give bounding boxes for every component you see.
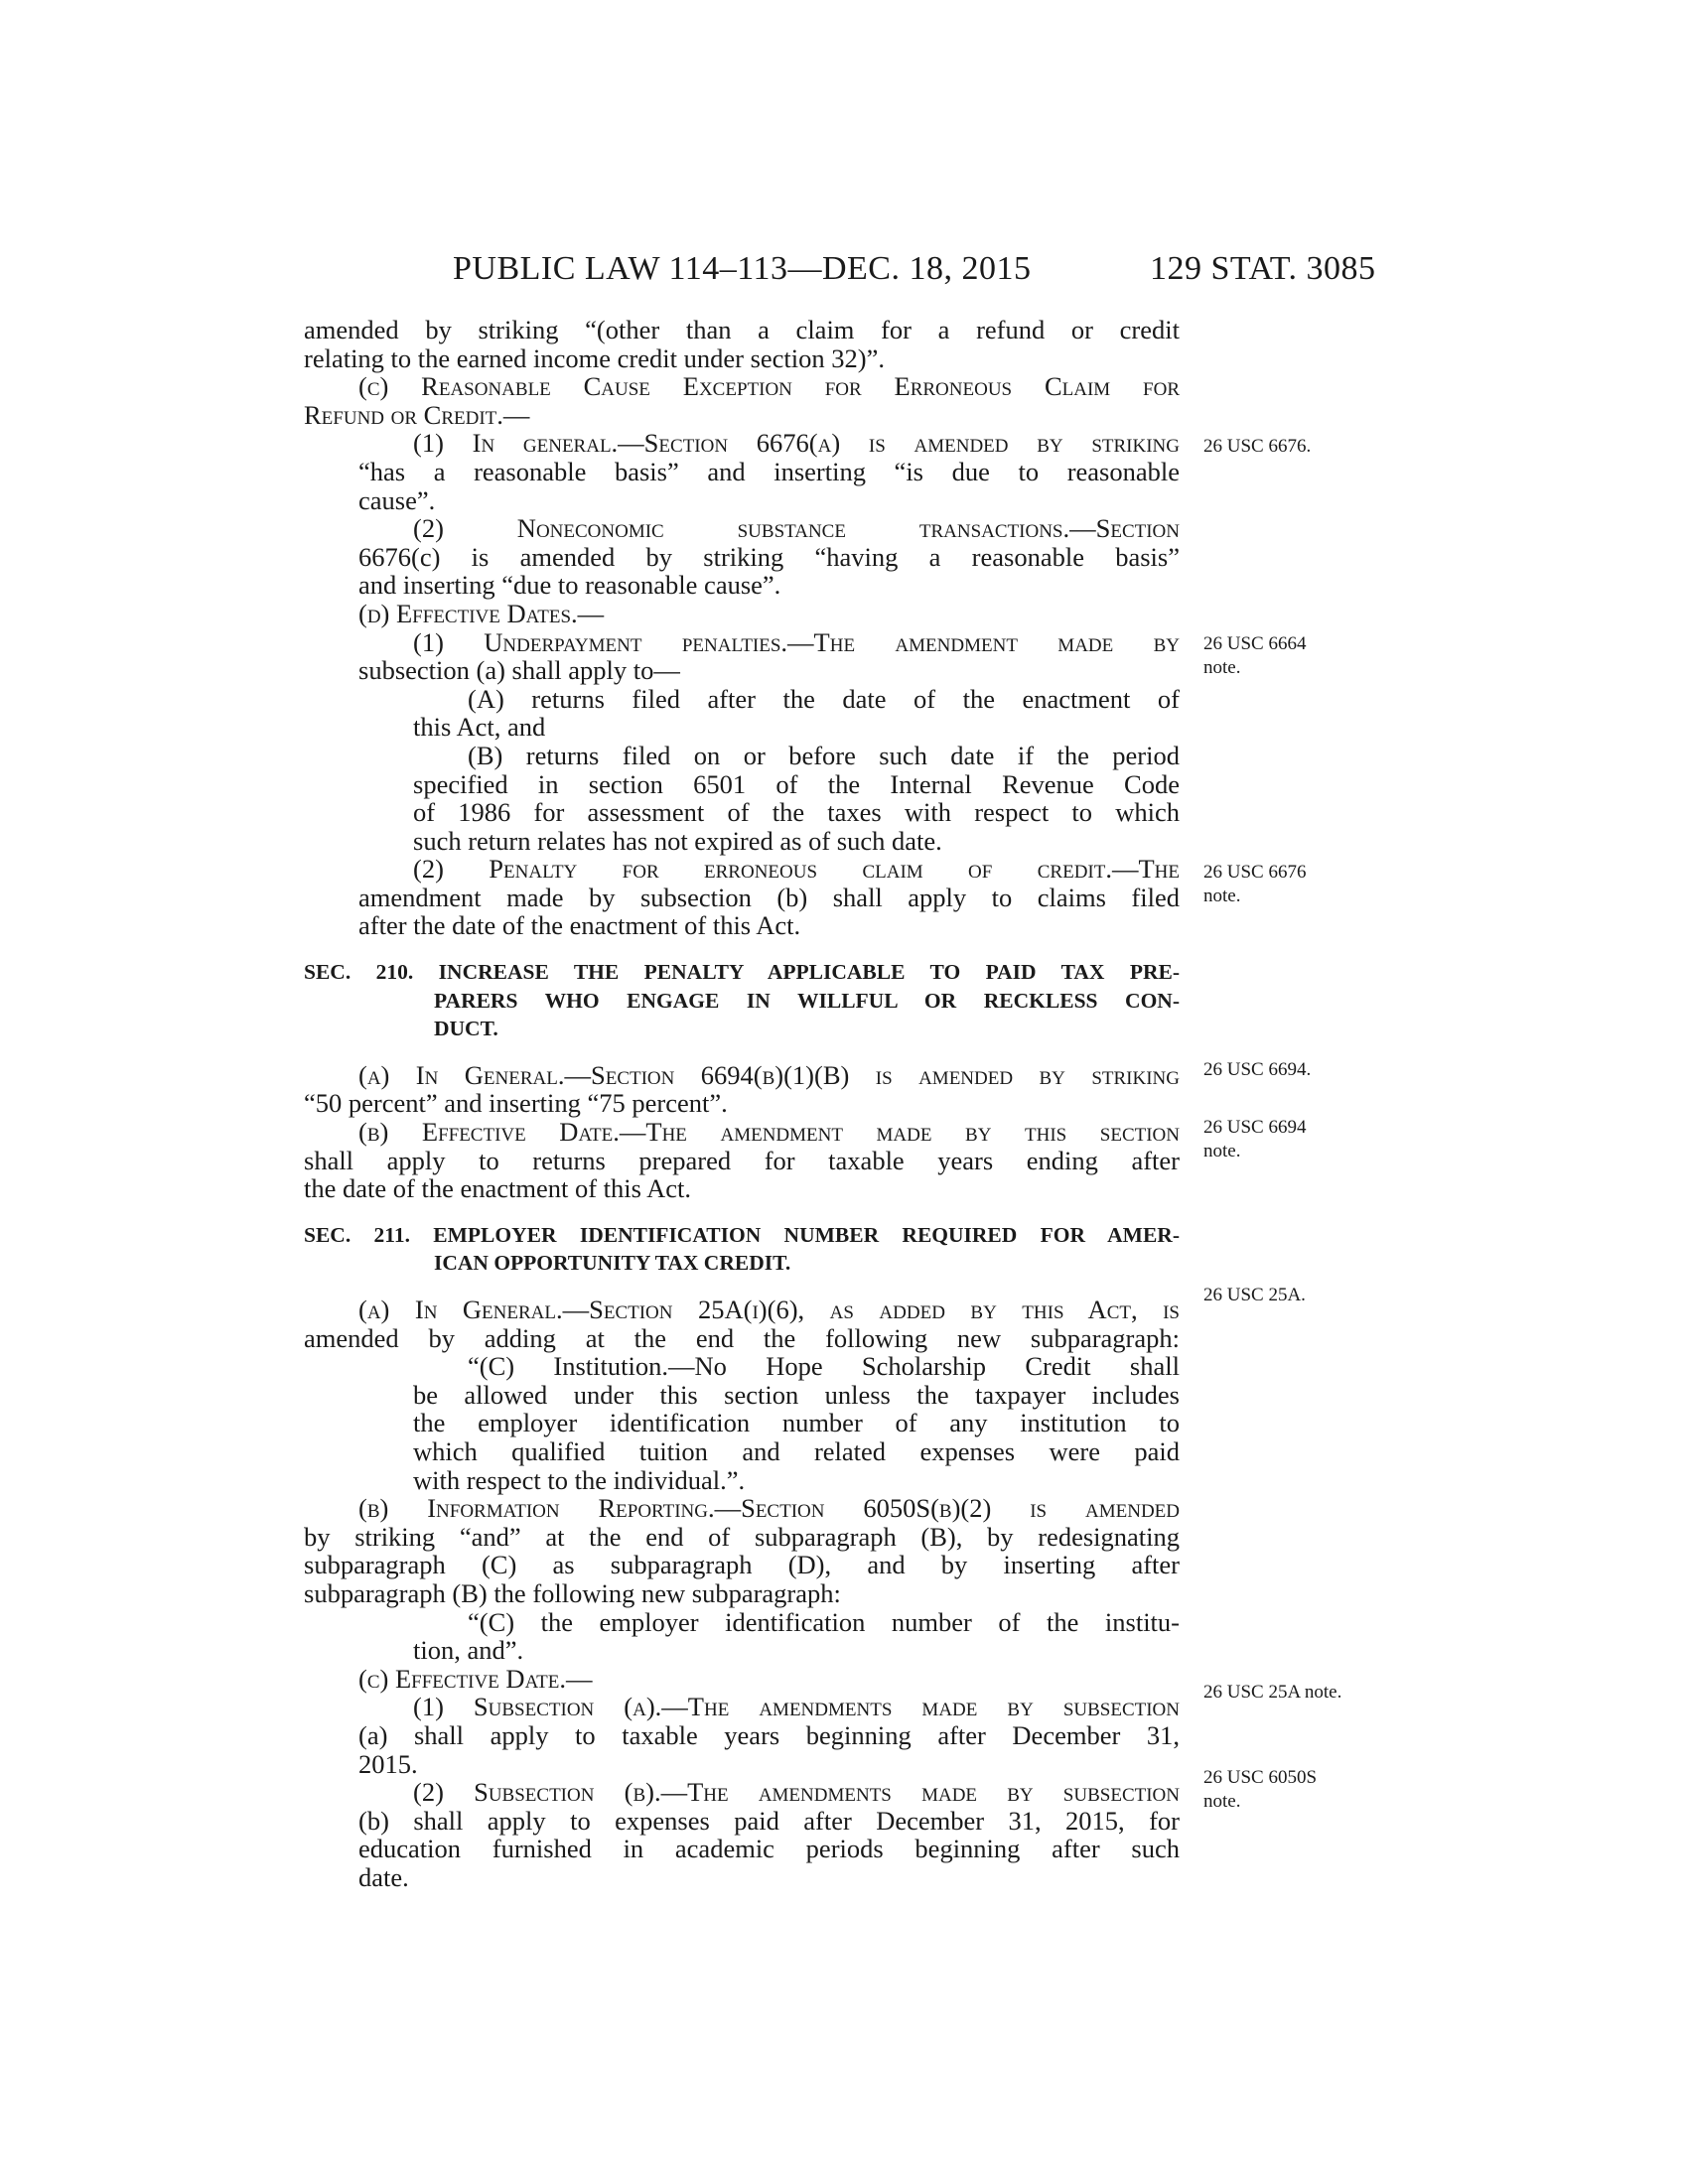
section-heading: SEC. 211. EMPLOYER IDENTIFICATION NUMBER REQUIRED FOR AMER- <box>304 1222 1180 1247</box>
text-line: “has a reasonable basis” and inserting “is due to reasonable <box>358 456 1180 486</box>
quoted-line: which qualified tuition and related expenses were paid <box>413 1435 1180 1466</box>
text-line: relating to the earned income credit under section 32)”. <box>304 342 885 373</box>
paragraph-line: (1) Subsection (a).—The amendments made by subsection <box>413 1692 1180 1722</box>
margin-note <box>1203 632 1306 680</box>
section-heading: SEC. 210. INCREASE THE PENALTY APPLICABLE TO PAID TAX PRE- <box>304 960 1180 985</box>
margin-note-suffix: note. <box>1203 1791 1241 1812</box>
text-line: amended by adding at the end the following new subparagraph: <box>304 1322 1180 1353</box>
text-line: by striking “and” at the end of subparagraph (B), by redesignating <box>304 1521 1180 1552</box>
margin-note-citation: 26 USC 6050S <box>1203 1767 1318 1788</box>
paragraph-line: (2) Penalty for erroneous claim of credit.—The <box>413 854 1180 885</box>
text-line: (B) returns filed on or before such date if the period <box>468 740 1180 770</box>
subsection-line: (a) In General.—Section 25A(i)(6), as added by this Act, is <box>358 1295 1180 1324</box>
stat-page-number: 129 STAT. 3085 <box>1150 250 1376 287</box>
margin-note-suffix: note. <box>1203 886 1241 906</box>
margin-note <box>1203 861 1306 908</box>
subsection-heading: Refund or Credit.— <box>304 399 530 430</box>
margin-note-citation: 26 USC 25A note. <box>1203 1682 1342 1703</box>
margin-note <box>1203 1284 1306 1307</box>
margin-note-citation: 26 USC 6676. <box>1203 436 1312 457</box>
paragraph-line: (1) Underpayment penalties.—The amendment made by <box>413 626 1180 657</box>
margin-note-suffix: note. <box>1203 1141 1241 1161</box>
subsection-heading: (c) Effective Date.— <box>358 1663 593 1694</box>
paragraph-line: (2) Noneconomic substance transactions.—Section <box>413 513 1180 544</box>
text-line: (a) shall apply to taxable years beginning after December 31, <box>358 1719 1180 1750</box>
text-line: (A) returns filed after the date of the enactment of <box>468 683 1180 714</box>
quoted-line: the employer identification number of any institution to <box>413 1408 1180 1438</box>
section-heading: ICAN OPPORTUNITY TAX CREDIT. <box>434 1251 791 1276</box>
margin-note-citation: 26 USC 25A. <box>1203 1285 1306 1305</box>
text-line: amended by striking “(other than a claim for a refund or credit <box>304 315 1180 344</box>
subsection-line: (a) In General.—Section 6694(b)(1)(B) is amended by striking <box>358 1059 1180 1090</box>
margin-note-citation: 26 USC 6694 <box>1203 1117 1307 1138</box>
text-line: subsection (a) shall apply to— <box>358 655 680 686</box>
page-title: PUBLIC LAW 114–113—DEC. 18, 2015 <box>453 250 1032 287</box>
text-line: of 1986 for assessment of the taxes with respect to which <box>413 797 1180 828</box>
margin-note-citation: 26 USC 6694. <box>1203 1059 1312 1080</box>
margin-note <box>1203 1116 1306 1163</box>
quoted-line: “(C) Institution.—No Hope Scholarship Credit shall <box>468 1351 1180 1382</box>
text-line: specified in section 6501 of the Internal Revenue Code <box>413 768 1180 799</box>
text-line: subparagraph (B) the following new subparagraph: <box>304 1577 841 1608</box>
running-header <box>0 250 1688 290</box>
text-line: cause”. <box>358 484 436 515</box>
text-line: this Act, and <box>413 712 546 743</box>
text-line: the date of the enactment of this Act. <box>304 1173 692 1204</box>
quoted-line: be allowed under this section unless the taxpayer includes <box>413 1379 1180 1410</box>
text-line: subparagraph (C) as subparagraph (D), and by inserting after <box>304 1550 1180 1580</box>
text-line: after the date of the enactment of this Act. <box>358 910 801 941</box>
text-line: shall apply to returns prepared for taxable years ending after <box>304 1145 1180 1175</box>
statute-text <box>304 316 1180 1891</box>
margin-note-citation: 26 USC 6676 <box>1203 862 1307 883</box>
margin-note <box>1203 1681 1341 1705</box>
text-line: date. <box>358 1861 409 1892</box>
paragraph-line: (1) In general.—Section 6676(a) is amended by striking <box>413 428 1180 459</box>
subsection-heading: (d) Effective Dates.— <box>358 598 605 628</box>
paragraph-line: (2) Subsection (b).—The amendments made by subsection <box>413 1777 1180 1808</box>
text-line: 6676(c) is amended by striking “having a reasonable basis” <box>358 541 1180 572</box>
text-line: “50 percent” and inserting “75 percent”. <box>304 1088 728 1119</box>
quoted-line: tion, and”. <box>413 1635 524 1666</box>
margin-note-suffix: note. <box>1203 657 1241 678</box>
margin-note <box>1203 435 1311 459</box>
margin-note-citation: 26 USC 6664 <box>1203 633 1307 654</box>
text-line: 2015. <box>358 1748 418 1779</box>
quoted-line: with respect to the individual.”. <box>413 1464 746 1495</box>
section-heading: PARERS WHO ENGAGE IN WILLFUL OR RECKLESS CON- <box>434 988 1180 1013</box>
text-line: (b) shall apply to expenses paid after December 31, 2015, for <box>358 1805 1180 1836</box>
text-line: and inserting “due to reasonable cause”. <box>358 570 781 601</box>
margin-note <box>1203 1766 1317 1814</box>
quoted-line: “(C) the employer identification number of the institu- <box>468 1606 1180 1637</box>
text-line: such return relates has not expired as of such date. <box>413 825 942 856</box>
subsection-line: (b) Information Reporting.—Section 6050S(b)(2) is amended <box>358 1493 1180 1524</box>
margin-note <box>1203 1058 1311 1082</box>
subsection-heading: (c) Reasonable Cause Exception for Erroneous Claim for <box>358 371 1180 402</box>
subsection-line: (b) Effective Date.—The amendment made by this section <box>358 1117 1180 1148</box>
text-line: education furnished in academic periods beginning after such <box>358 1834 1180 1864</box>
section-heading: DUCT. <box>434 1017 498 1041</box>
text-line: amendment made by subsection (b) shall apply to claims filed <box>358 882 1180 912</box>
